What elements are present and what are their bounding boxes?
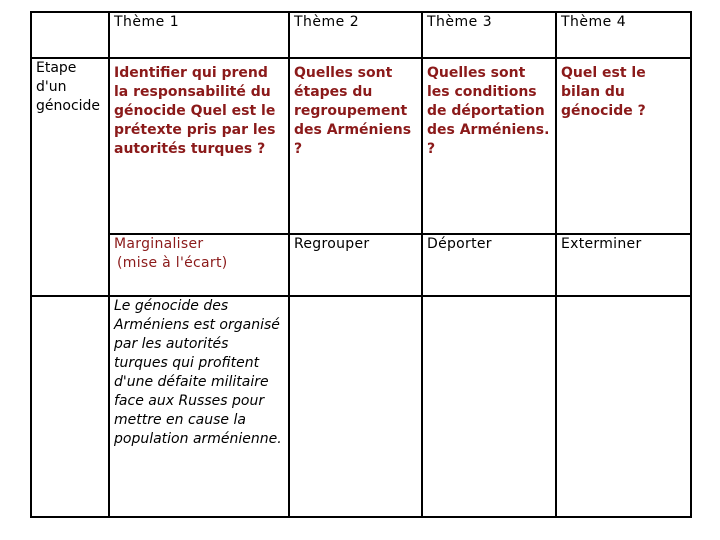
answer-theme-1: Le génocide des Arméniens est organisé par les autorités turques qui profitent d'une défaite militaire face aux Russes pour mettre en cause la population arménienne. bbox=[109, 296, 289, 517]
header-theme-1: Thème 1 bbox=[109, 12, 289, 58]
header-theme-2: Thème 2 bbox=[289, 12, 422, 58]
genocide-table bbox=[30, 11, 692, 518]
answer-theme-3 bbox=[422, 296, 556, 517]
question-theme-4: Quel est le bilan du génocide ? bbox=[556, 58, 691, 234]
questions-row bbox=[31, 58, 691, 234]
steps-row bbox=[31, 234, 691, 296]
header-row bbox=[31, 12, 691, 58]
row-label: Etape d'un génocide bbox=[36, 60, 101, 114]
question-theme-2: Quelles sont étapes du regroupement des Arméniens ? bbox=[289, 58, 422, 234]
step-theme-1-label: Marginaliser bbox=[114, 236, 204, 252]
row-label-cell bbox=[31, 58, 109, 296]
answer-theme-4 bbox=[556, 296, 691, 517]
header-theme-4: Thème 4 bbox=[556, 12, 691, 58]
header-theme-3: Thème 3 bbox=[422, 12, 556, 58]
answer-theme-2 bbox=[289, 296, 422, 517]
answers-row bbox=[31, 296, 691, 517]
question-theme-1: Identifier qui prend la responsabilité du génocide Quel est le prétexte pris par les autorités turques ? bbox=[109, 58, 289, 234]
step-theme-3: Déporter bbox=[422, 234, 556, 296]
empty-corner-cell bbox=[31, 12, 109, 58]
step-theme-1 bbox=[109, 234, 289, 296]
step-theme-2: Regrouper bbox=[289, 234, 422, 296]
empty-label-cell bbox=[31, 296, 109, 517]
step-theme-1-note: (mise à l'écart) bbox=[117, 255, 228, 271]
step-theme-4: Exterminer bbox=[556, 234, 691, 296]
question-theme-3: Quelles sont les conditions de déportation des Arméniens. ? bbox=[422, 58, 556, 234]
